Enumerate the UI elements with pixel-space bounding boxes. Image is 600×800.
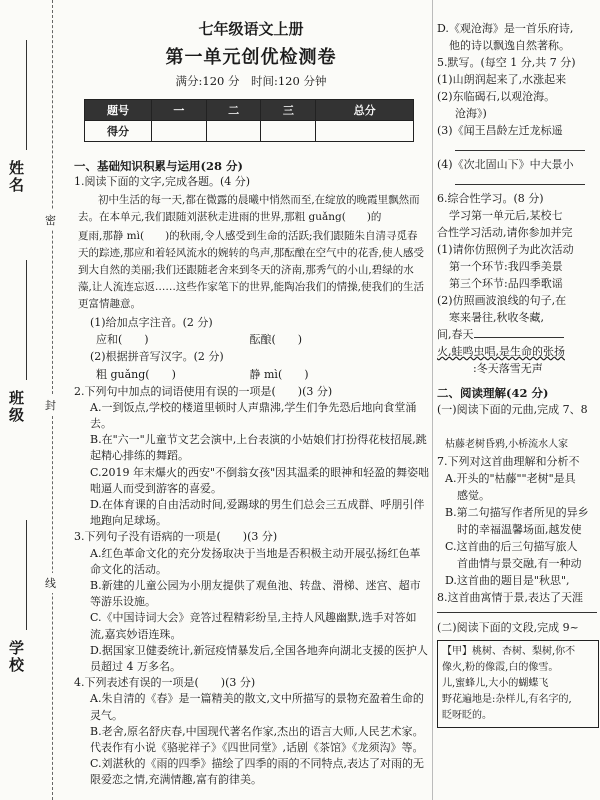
q2-option[interactable]: C.2019 年末爆火的西安"不倒翁女孩"因其温柔的眼神和轻盈的舞姿咄咄逼人而受到游客的喜爱。 [90, 465, 430, 495]
section2-part2: (二)阅读下面的文段,完成 9~ [437, 621, 579, 634]
school-label: 学校 [7, 640, 25, 674]
right-line: D.《观沧海》是一首乐府诗, [437, 22, 574, 35]
q7-option[interactable]: B.第二句描写作者所见的异乡 [445, 506, 589, 519]
answer-line[interactable] [437, 612, 597, 613]
q6-stem: 6.综合性学习。(8 分) [437, 192, 544, 205]
section2-title: 二、阅读理解(42 分) [437, 386, 549, 400]
q4-option[interactable]: B.老舍,原名舒庆春,中国现代著名作家,杰出的语言大师,人民艺术家。代表作有小说《骆驼祥子》《四世同堂》,话剧《茶馆》《龙须沟》等。 [90, 724, 424, 755]
q2-option[interactable]: A.一到饭点,学校的楼道里顿时人声鼎沸,学生们争先恐后地向食堂涌去。 [90, 400, 417, 431]
q7-option-cont: 首曲情与景交融,有一种动 [457, 557, 582, 570]
q7-option[interactable]: A.开头的"枯藤""老树"是具 [445, 472, 576, 485]
answer-blank[interactable]: 酝酿( ) [249, 333, 303, 347]
q7-option-cont: 感觉。 [457, 489, 490, 502]
q8-stem: 8.这首曲寓情于景,表达了天涯 [437, 591, 583, 604]
q1-passage-2: 夏雨,那静 mì( )的秋雨,令人感受到生命的活跃;我们跟随朱自清寻觅春天的踪迹,那应和着轻风流水的婉转的鸟声,那酝酿在空气中的花香,使人感受到大自然的美丽;我们还跟随老舍来到冬天的济南,那秀气的小山,碧绿的水藻,让人流连忘返……这些作家笔下的世界,能陶冶我们的情操,使我们的生活更富情趣意。 [78, 230, 425, 311]
answer-line[interactable] [433, 173, 600, 190]
section1-title: 一、基础知识积累与运用(28 分) [74, 159, 243, 173]
binding-margin [0, 0, 70, 800]
q3-option[interactable]: D.据国家卫健委统计,新冠疫情暴发后,全国各地奔向湖北支援的医护人员超过 4 万多名。 [90, 643, 428, 674]
answer-blank[interactable]: 粗 guǎng( ) [96, 367, 176, 381]
name-label: 姓名 [7, 160, 25, 194]
score-label: 得分 [85, 121, 152, 142]
exam-title: 第一单元创优检测卷 [165, 47, 337, 68]
score-cell: 总分 [316, 100, 414, 121]
q6-text: 间,春天 [437, 328, 474, 341]
q7-option-cont: 时的幸福温馨场面,越发使 [457, 523, 582, 536]
score-blank[interactable] [316, 121, 414, 142]
q3-option[interactable]: C.《中国诗词大会》竞答过程精彩纷呈,主持人风趣幽默,选手对答如流,嘉宾妙语连珠。 [90, 611, 417, 641]
grade-title: 七年级语文上册 [198, 20, 304, 38]
passage-line: 像火,粉的像霞,白的像雪。 [442, 662, 559, 673]
q6-blank-line[interactable] [433, 326, 600, 343]
passage-box [437, 640, 599, 728]
q1-sub1-items [72, 331, 430, 349]
q4-option[interactable]: C.刘湛秋的《雨的四季》描绘了四季的雨的不同特点,表达了对雨的无限爱恋之情,充满情趣,富有韵律美。 [90, 757, 425, 787]
answer-blank[interactable]: 静 mì( ) [249, 367, 309, 381]
main-column [72, 0, 430, 800]
exam-meta: 满分:120 分 时间:120 分钟 [175, 74, 327, 88]
seal-xian: 线 [45, 573, 56, 593]
q5-stem: 5.默写。(每空 1 分,共 7 分) [437, 56, 576, 69]
passage-line: 儿,蜜蜂儿,大小的蝴蝶飞 [442, 678, 549, 689]
right-line: 他的诗以飘逸自然著称。 [449, 39, 570, 52]
score-blank[interactable] [261, 121, 316, 142]
q1-stem: 1.阅读下面的文字,完成各题。(4 分) [74, 175, 251, 188]
class-label: 班级 [7, 390, 25, 424]
seal-feng: 封 [45, 395, 56, 415]
q1-sub2-items [72, 366, 430, 384]
score-blank[interactable] [152, 121, 207, 142]
score-cell: 题号 [85, 100, 152, 121]
class-blank[interactable] [26, 260, 27, 380]
q3-option[interactable]: A.红色革命文化的充分发扬取决于当地是否积极主动开展弘扬红色革命文化的活动。 [90, 546, 421, 576]
q4-option[interactable]: A.朱自清的《春》是一篇精美的散文,文中所描写的景物充盈着生命的灵气。 [90, 692, 424, 722]
answer-blank[interactable]: 应和( ) [96, 333, 149, 347]
score-blank[interactable] [206, 121, 261, 142]
score-cell: 二 [206, 100, 261, 121]
q6-text: 学习第一单元后,某校七 [449, 209, 563, 222]
q2-option[interactable]: D.在体育课的自由活动时间,爱踢球的男生们总会三五成群、呼朋引伴地跑向足球场。 [90, 498, 425, 528]
q4-stem: 4.下列表述有误的一项是( )(3 分) [74, 676, 256, 690]
school-blank[interactable] [26, 520, 27, 630]
seal-mi: 密 [45, 210, 56, 230]
q5-item: 沧海》) [455, 107, 487, 120]
section2-part1: (一)阅读下面的元曲,完成 7、8 [437, 403, 588, 416]
q6-wavy-text: 火,蛙鸣虫唱,是生命的张扬 [437, 345, 565, 358]
q3-stem: 3.下列句子没有语病的一项是( )(3 分) [74, 530, 278, 544]
name-blank[interactable] [26, 40, 27, 150]
score-cell: 一 [152, 100, 207, 121]
q6-text: 合性学习活动,请你参加并完 [437, 226, 573, 239]
q3-option[interactable]: B.新建的儿童公园为小朋友提供了观鱼池、转盘、滑梯、迷宫、超市等游乐设施。 [90, 579, 421, 609]
passage-line: 野花遍地是:杂样儿,有名字的, [442, 694, 572, 705]
q2-option[interactable]: B.在"六一"儿童节文艺会演中,上台表演的小姑娘们打扮得花枝招展,跳起精心排练的舞蹈。 [90, 433, 427, 463]
q5-item: (2)东临碣石,以观沧海。 [437, 90, 556, 103]
q7-option[interactable]: D.这首曲的题目是"秋思", [445, 574, 570, 587]
score-table-header-row [85, 100, 414, 121]
q7-stem: 7.下列对这首曲理解和分析不 [437, 455, 580, 468]
q6-sub1: (1)请你仿照例子为此次活动 [437, 243, 574, 256]
score-cell: 三 [261, 100, 316, 121]
q6-example: 第三个环节:品四季歌谣 [449, 277, 563, 290]
q6-sub2: (2)仿照画波浪线的句子,在 [437, 294, 567, 307]
q5-item: (4)《次北固山下》中大景小 [437, 158, 574, 171]
score-table [84, 99, 414, 142]
score-table-score-row [85, 121, 414, 142]
right-column [432, 0, 600, 800]
q6-text: :冬天落雪无声 [473, 362, 543, 375]
q5-item: (3)《闻王昌龄左迁龙标遥 [437, 124, 563, 137]
poem-line: 枯藤老树昏鸦,小桥流水人家 [445, 439, 569, 450]
answer-line[interactable] [433, 139, 600, 156]
q6-text: 寒来暑往,秋收冬藏, [449, 311, 544, 324]
q7-option[interactable]: C.这首曲的后三句描写旅人 [445, 540, 578, 553]
q5-item: (1)山朗润起来了,水涨起来 [437, 73, 567, 86]
passage-line: 眨呀眨的。 [442, 710, 492, 721]
q1-passage-1: 初中生活的每一天,都在微露的晨曦中悄然而至,在绽放的晚霞里飘然而去。在本单元,我们跟随刘湛秋走进雨的世界,那粗 guǎng( )的 [78, 194, 420, 224]
q1-sub2: (2)根据拼音写汉字。(2 分) [90, 350, 224, 364]
q2-stem: 2.下列句中加点的词语使用有误的一项是( )(3 分) [74, 384, 333, 398]
q6-example: 第一个环节:我四季美景 [449, 260, 563, 273]
passage-line: 【甲】桃树、杏树、梨树,你不 [442, 646, 576, 657]
q1-sub1: (1)给加点字注音。(2 分) [90, 316, 213, 330]
